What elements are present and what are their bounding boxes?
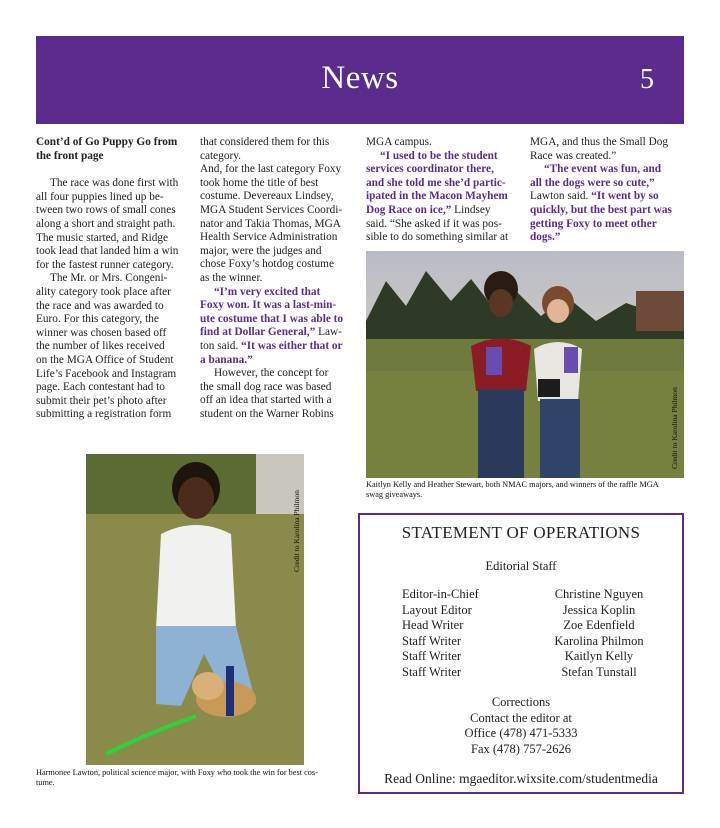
article-line: on the MGA Office of Student: [36, 353, 174, 366]
pull-quote: ipated in the Macon Mayhem: [366, 190, 508, 203]
article-line: Lawton said.: [530, 190, 589, 203]
staff-row: [360, 587, 682, 603]
article-line: Life’s Facebook and Instagram: [36, 367, 177, 380]
article-line: Law-: [318, 326, 342, 339]
article-line: major, were the judges and: [200, 244, 322, 257]
article-line: ality category took place after: [36, 285, 171, 298]
article-line: And, for the last category Foxy: [200, 163, 342, 176]
article-line: The Mr. or Mrs. Congeni-: [50, 272, 168, 285]
article-line: Euro. For this category, the: [36, 313, 159, 326]
photo-foxy-image: [86, 454, 304, 765]
article-column-2: [200, 136, 360, 421]
section-banner: [36, 36, 684, 124]
staff-role: Editor-in-Chief: [402, 587, 479, 601]
pull-quote: getting Foxy to meet other: [530, 217, 657, 230]
article-line: Race was created.”: [530, 149, 617, 162]
article-line: took home the title of best: [200, 176, 319, 189]
article-line: that considered them for this: [200, 136, 330, 148]
pull-quote: dogs.”: [530, 231, 561, 244]
photo-caption-line: tume.: [36, 778, 55, 787]
article-line: The music started, and Ridge: [36, 231, 169, 244]
pull-quote: and she told me she’d partic-: [366, 176, 506, 189]
photo-caption: [366, 480, 686, 500]
pull-quote: quickly, but the best part was: [530, 203, 672, 216]
photo-caption-line: Harmonee Lawton, political science major, with Foxy who took the win for best cos-: [36, 768, 318, 777]
photo-students-image: [366, 251, 684, 478]
staff-role: Staff Writer: [402, 649, 462, 663]
fax-number: Fax (478) 757-2626: [471, 741, 571, 756]
article-line: The race was done first with: [50, 177, 179, 190]
staff-role: Staff Writer: [402, 634, 462, 648]
article-heading: the front page: [36, 149, 104, 162]
staff-name: Karolina Philmon: [554, 634, 644, 648]
staff-role: Staff Writer: [402, 665, 462, 679]
editorial-staff-heading: Editorial Staff: [485, 559, 557, 573]
article-line: chose Foxy’s hotdog costume: [200, 258, 334, 271]
pull-quote: a banana.”: [200, 353, 253, 366]
article-heading: Cont’d of Go Puppy Go from: [36, 136, 178, 148]
pull-quote: all the dogs were so cute,”: [530, 176, 655, 189]
article-line: MGA, and thus the Small Dog: [530, 136, 669, 148]
pull-quote: “It was either that or: [241, 339, 343, 352]
article-line: along a short and straight path.: [36, 217, 176, 230]
article-line: page. Each contestant had to: [36, 381, 165, 394]
pull-quote: find at Dollar General,”: [200, 326, 316, 339]
page-number: 5: [640, 64, 654, 95]
corrections-heading: Corrections: [491, 695, 551, 709]
staff-row: [360, 618, 682, 634]
article-line: Health Service Administration: [200, 231, 338, 244]
staff-role: Head Writer: [402, 618, 464, 632]
pull-quote: services coordinator there,: [366, 163, 494, 176]
article-line: said. “She asked if it was pos-: [366, 217, 502, 230]
photo-foxy: [86, 454, 304, 765]
article-line: Lindsey: [454, 203, 491, 216]
pull-quote: “I’m very excited that: [214, 285, 321, 298]
corrections-block: [360, 695, 682, 757]
statement-title: STATEMENT OF OPERATIONS: [401, 523, 641, 542]
article-line: category.: [200, 149, 241, 162]
contact-line: Contact the editor at: [470, 710, 572, 725]
photo-students: [366, 251, 684, 478]
article-line: MGA Student Services Coordi-: [200, 203, 343, 216]
staff-row: [360, 634, 682, 650]
staff-name: Kaitlyn Kelly: [564, 649, 634, 663]
article-line: student on the Warner Robins: [200, 407, 334, 420]
staff-row: [360, 665, 682, 681]
pull-quote: “I used to be the student: [380, 149, 498, 162]
staff-name: Stefan Tunstall: [561, 665, 637, 679]
pull-quote: Foxy won. It was a last-min-: [200, 299, 337, 312]
article-line: the small dog race was based: [200, 380, 332, 393]
pull-quote: Dog Race on ice,”: [366, 203, 452, 216]
pull-quote: “The event was fun, and: [544, 163, 662, 176]
article-line: took lead that landed him a win: [36, 245, 179, 258]
photo-credit: Credit to Karolina Philmon: [292, 490, 301, 572]
article-line: tween two rows of small cones: [36, 204, 176, 217]
article-column-1: [36, 136, 194, 422]
article-line: as the winner.: [200, 271, 263, 284]
article-column-4: [530, 136, 686, 245]
photo-credit: Credit to Karolina Philmon: [670, 387, 679, 469]
section-title: News: [321, 60, 399, 96]
article-line: ton said.: [200, 339, 239, 352]
pull-quote: “It went by so: [591, 190, 659, 203]
article-line: nator and Takia Thomas, MGA: [200, 217, 341, 230]
staff-role: Layout Editor: [402, 603, 472, 617]
article-line: all four puppies lined up be-: [36, 190, 164, 203]
article-line: off an idea that started with a: [200, 394, 332, 407]
article-line: MGA campus.: [366, 136, 432, 148]
photo-caption-line: Kaitlyn Kelly and Heather Stewart, both NMAC majors, and winners of the raffle MGA: [366, 480, 659, 489]
article-line: costume. Devereaux Lindsey,: [200, 190, 334, 203]
staff-name: Zoe Edenfield: [563, 618, 635, 632]
statement-of-operations: [358, 513, 684, 794]
article-line: submit their pet’s photo after: [36, 394, 167, 407]
article-line: winner was chosen based off: [36, 326, 167, 339]
article-line: submitting a registration form: [36, 408, 172, 421]
article-column-3: [366, 136, 524, 245]
staff-name: Jessica Koplin: [562, 603, 636, 617]
office-phone: Office (478) 471-5333: [464, 726, 578, 741]
article-line: for the fastest runner category.: [36, 258, 174, 271]
article-line: the number of likes received: [36, 340, 165, 353]
pull-quote: ute costume that I was able to: [200, 312, 344, 325]
staff-row: [360, 603, 682, 619]
photo-caption: [36, 768, 356, 788]
article-line: sible to do something similar at: [366, 231, 509, 244]
article-line: the race and was awarded to: [36, 299, 164, 312]
staff-row: [360, 649, 682, 665]
read-online-link[interactable]: Read Online: mgaeditor.wixsite.com/studentmedia: [384, 771, 658, 786]
photo-caption-line: swag giveaways.: [366, 490, 423, 499]
article-line: However, the concept for: [214, 367, 329, 380]
staff-name: Christine Nguyen: [554, 587, 644, 601]
